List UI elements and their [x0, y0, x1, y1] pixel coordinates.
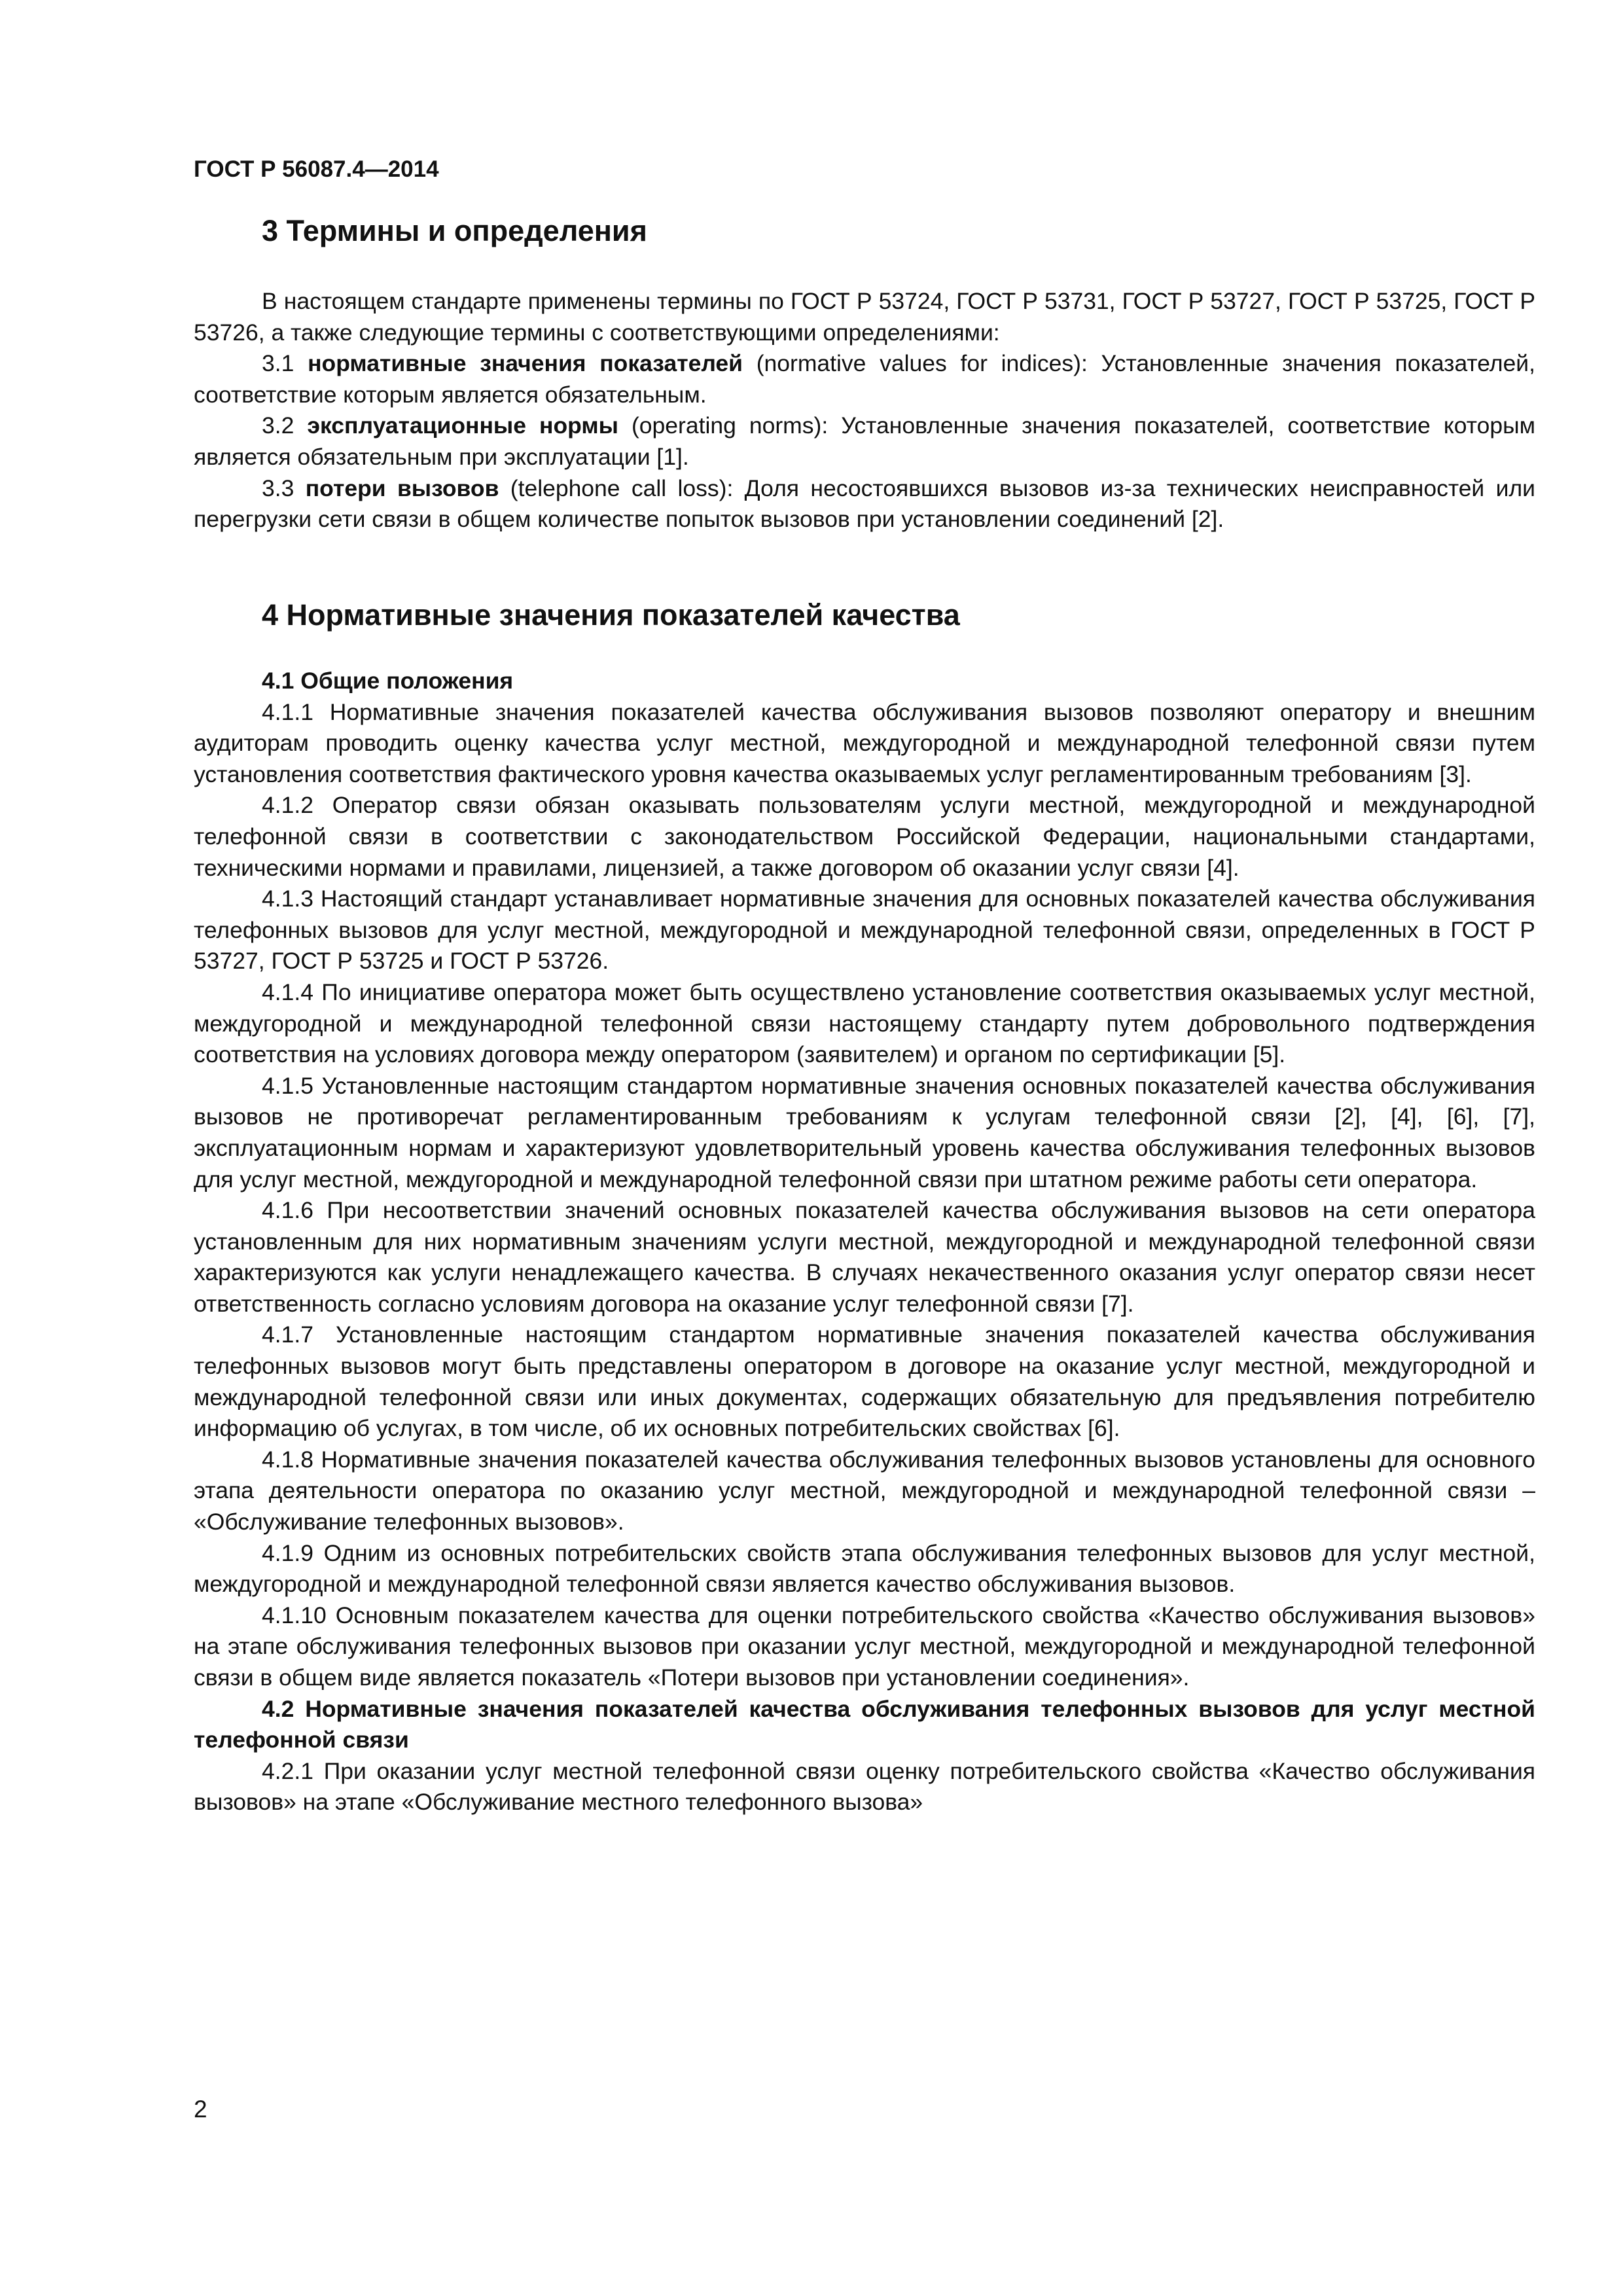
paragraph: 4.1.3 Настоящий стандарт устанавливает нормативные значения для основных показателей качества обслуживания телефонных вызовов для услуг местной, междугородной и международной телефонной связи, определенных в ГОСТ Р 53727, ГОСТ Р 53725 и ГОСТ Р 53726. — [194, 886, 1535, 975]
page-number: 2 — [194, 2096, 207, 2123]
subsection-4-1-heading: 4.1 Общие положения — [262, 668, 514, 694]
term-number: 3.1 — [262, 350, 308, 377]
paragraph: 4.1.6 При несоответствии значений основных показателей качества обслуживания вызовов на сети оператора установленным для них нормативным значениям услуги местной, междугородной и международной телефонной связи характеризуются как услуги ненадлежащего качества. В случаях некачественного оказания услуг оператор связи несет ответственность согласно условиям договора на оказание услуг телефонной связи [7]. — [194, 1197, 1535, 1317]
term-number: 3.3 — [262, 475, 306, 501]
paragraph: 4.1.4 По инициативе оператора может быть осуществлено установление соответствия оказываемых услуг местной, междугородной и международной телефонной связи настоящему стандарту путем добровольного подтверждения соответствия на условиях договора между оператором (заявителем) и органом по сертификации [5]. — [194, 978, 1535, 1068]
paragraph: 4.1.8 Нормативные значения показателей качества обслуживания телефонных вызовов установлены для основного этапа деятельности оператора по оказанию услуг местной, междугородной и международной телефонной связи – «Обслуживание телефонных вызовов». — [194, 1446, 1535, 1535]
paragraph: 4.1.1 Нормативные значения показателей качества обслуживания вызовов позволяют оператору и внешним аудиторам проводить оценку качества услуг местной, междугородной и международной телефонной связи путем установления соответствия фактического уровня качества оказываемых услуг регламентированным требованиям [3]. — [194, 698, 1535, 787]
term-name: потери вызовов — [305, 475, 499, 501]
term-definition — [194, 410, 1535, 473]
section-3-heading: 3 Термины и определения — [262, 214, 647, 247]
term-text: (normative values for indices): Установленные значения показателей, соответствие которым является обязательным. — [194, 350, 1535, 408]
document-code: ГОСТ Р 56087.4—2014 — [194, 156, 439, 182]
section-4-heading: 4 Нормативные значения показателей качества — [262, 598, 960, 632]
paragraph: 4.2.1 При оказании услуг местной телефонной связи оценку потребительского свойства «Качество обслуживания вызовов» на этапе «Обслуживание местного телефонного вызова» — [194, 1757, 1535, 1816]
term-name: эксплуатационные нормы — [307, 412, 618, 439]
section-3-intro: В настоящем стандарте применены термины по ГОСТ Р 53724, ГОСТ Р 53731, ГОСТ Р 53727, ГОСТ Р 53725, ГОСТ Р 53726, а также следующие термины с соответствующими определениями: — [194, 288, 1535, 346]
term-text: (telephone call loss): Доля несостоявшихся вызовов из-за технических неисправностей или перегрузки сети связи в общем количестве попыток вызовов при установлении соединений [2]. — [194, 475, 1535, 533]
term-definition — [194, 348, 1535, 410]
term-text: (operating norms): Установленные значения показателей, соответствие которым является обязательным при эксплуатации [1]. — [194, 412, 1535, 470]
paragraph: 4.1.7 Установленные настоящим стандартом нормативные значения показателей качества обслуживания телефонных вызовов могут быть представлены оператором в договоре на оказание услуг местной, междугородной и международной телефонной связи или иных документах, содержащих обязательную для предъявления потребителю информацию об услугах, в том числе, об их основных потребительских свойствах [6]. — [194, 1321, 1535, 1442]
term-number: 3.2 — [262, 412, 308, 439]
section-4-body — [194, 666, 1535, 1818]
section-3-body — [194, 286, 1535, 535]
term-name: нормативные значения показателей — [308, 350, 743, 377]
paragraph: 4.1.5 Установленные настоящим стандартом нормативные значения основных показателей качества обслуживания вызовов не противоречат регламентированным требованиям к услугам телефонной связи [2], [4], [6], [7], эксплуатационным нормам и характеризуют удовлетворительный уровень качества обслуживания телефонных вызовов для услуг местной, междугородной и международной телефонной связи при штатном режиме работы сети оператора. — [194, 1072, 1535, 1193]
term-definition — [194, 473, 1535, 535]
subsection-4-2-heading: 4.2 Нормативные значения показателей качества обслуживания телефонных вызовов для услуг местной телефонной связи — [194, 1695, 1535, 1753]
paragraph: 4.1.9 Одним из основных потребительских свойств этапа обслуживания телефонных вызовов для услуг местной, междугородной и международной телефонной связи является качество обслуживания вызовов. — [194, 1539, 1535, 1598]
paragraph: 4.1.10 Основным показателем качества для оценки потребительского свойства «Качество обслуживания вызовов» на этапе обслуживания телефонных вызовов при оказании услуг местной, междугородной и международной телефонной связи в общем виде является показатель «Потери вызовов при установлении соединения». — [194, 1602, 1535, 1691]
paragraph: 4.1.2 Оператор связи обязан оказывать пользователям услуги местной, междугородной и международной телефонной связи в соответствии с законодательством Российской Федерации, национальными стандартами, техническими нормами и правилами, лицензией, а также договором об оказании услуг связи [4]. — [194, 792, 1535, 881]
